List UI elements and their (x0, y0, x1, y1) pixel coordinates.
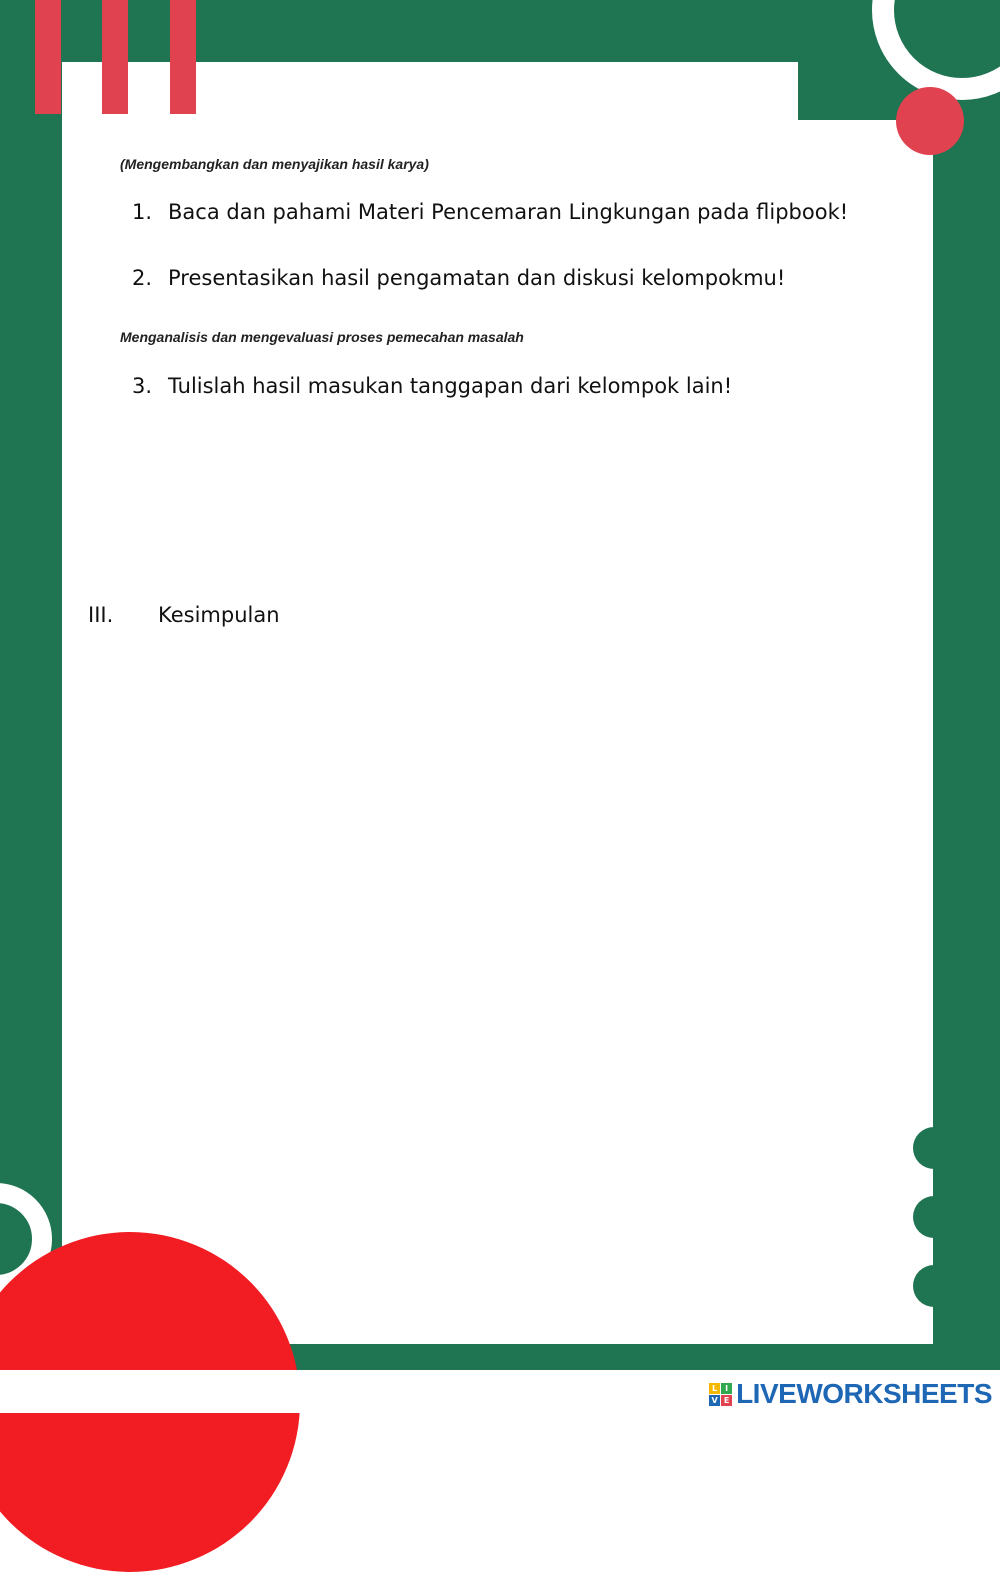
list-item-number: 2. (132, 266, 153, 290)
subheading-analyze: Menganalisis dan mengevaluasi proses pemecahan masalah (120, 329, 524, 345)
logo-text: LIVEWORKSHEETS (736, 1378, 992, 1409)
logo-letter: E (721, 1395, 732, 1406)
logo-letter: V (709, 1395, 720, 1406)
list-item (132, 200, 848, 224)
scallop-decoration (913, 1265, 955, 1307)
section-title: Kesimpulan (158, 603, 280, 627)
list-item-text: Baca dan pahami Materi Pencemaran Lingkungan pada flipbook! (168, 200, 849, 224)
red-stripe-decoration (102, 0, 128, 114)
list-item-number: 3. (132, 374, 153, 398)
red-dot-decoration (896, 87, 964, 155)
logo-letter: I (721, 1383, 732, 1394)
section-heading (88, 603, 280, 627)
logo-letter: L (709, 1383, 720, 1394)
list-item (132, 374, 732, 398)
list-item-text: Presentasikan hasil pengamatan dan diskusi kelompokmu! (168, 266, 786, 290)
scallop-decoration (913, 1196, 955, 1238)
paper-sheet (62, 62, 933, 1344)
liveworksheets-logo (709, 1378, 992, 1410)
subheading-develop: (Mengembangkan dan menyajikan hasil karya) (120, 156, 429, 172)
list-item (132, 266, 785, 290)
scallop-decoration (913, 1127, 955, 1169)
list-item-text: Tulislah hasil masukan tanggapan dari kelompok lain! (168, 374, 733, 398)
list-item-number: 1. (132, 200, 153, 224)
red-stripe-decoration (35, 0, 61, 114)
section-number: III. (88, 603, 114, 627)
logo-grid-icon (709, 1383, 732, 1406)
red-stripe-decoration (170, 0, 196, 114)
